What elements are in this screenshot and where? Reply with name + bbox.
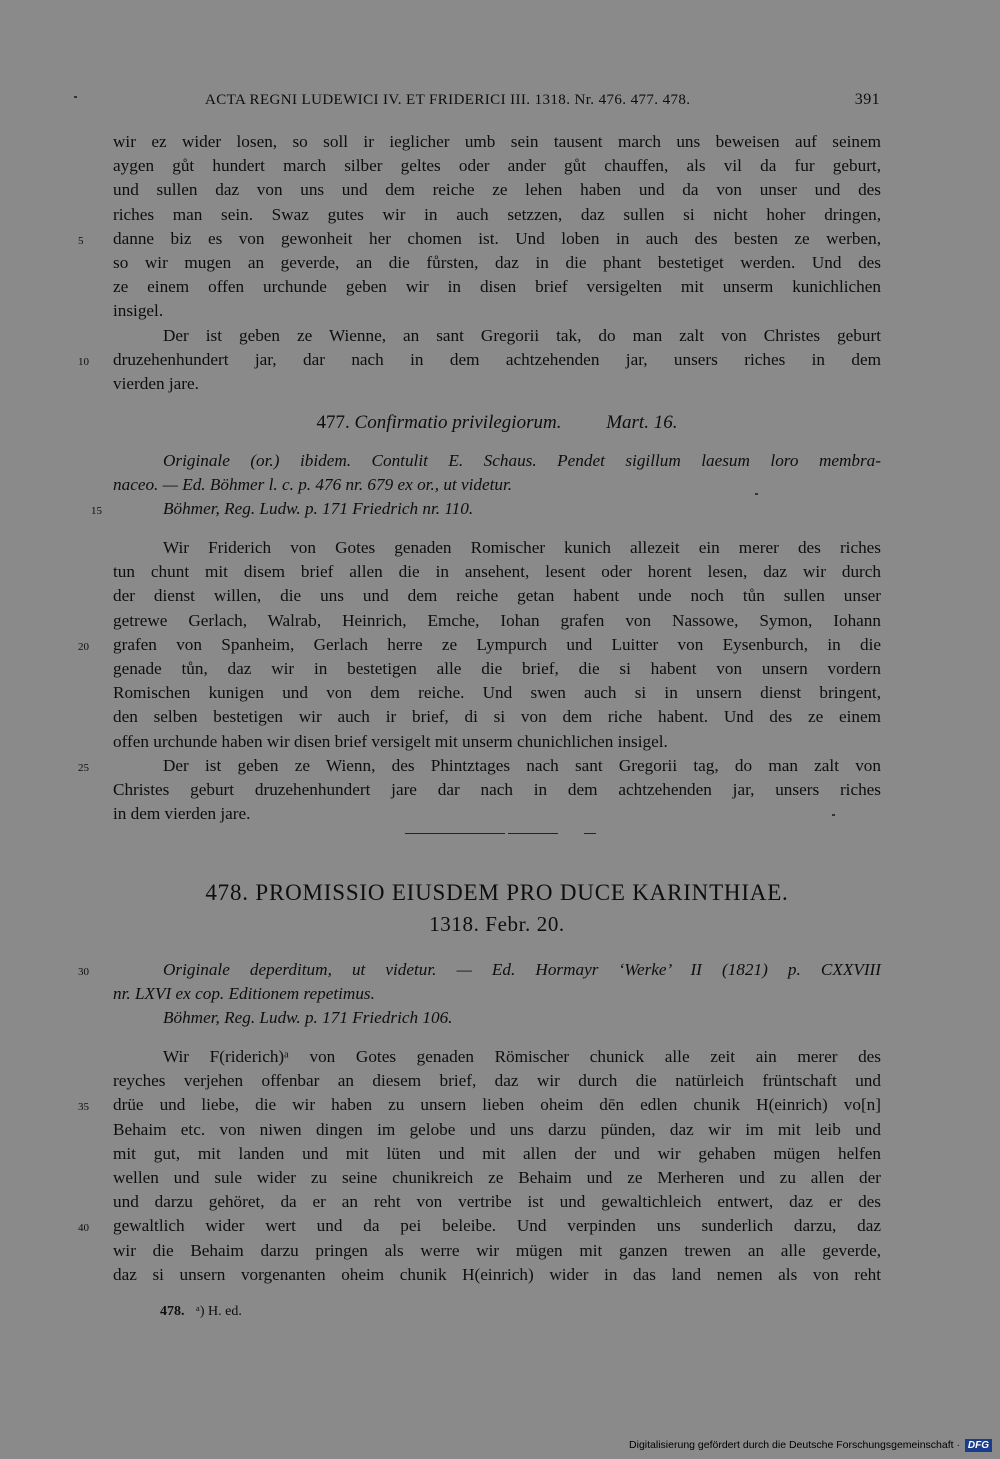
line-text: insigel. — [113, 301, 164, 321]
line-number: 20 — [78, 640, 89, 653]
line-text: der dienst willen, die uns und dem reiche getan habent unde noch tůn sullen unser — [113, 586, 881, 606]
line-text: Böhmer, Reg. Ludw. p. 171 Friedrich 106. — [163, 1008, 453, 1028]
text-line — [113, 1118, 881, 1142]
separator-rule-3 — [584, 833, 596, 834]
text-line — [113, 372, 881, 396]
text-line — [113, 178, 881, 202]
line-text: grafen von Spanheim, Gerlach herre ze Lympurch und Luitter von Eysenburch, in die — [113, 634, 881, 654]
text-line — [113, 1006, 881, 1030]
doc-476-tail — [78, 130, 881, 396]
line-text: Behaim etc. von niwen dingen im gelobe und uns darzu pünden, daz wir im mit leib und — [113, 1119, 881, 1139]
line-text: wir ez wider losen, so soll ir ieglicher umb sein tausent march uns beweisen auf seinem — [113, 132, 881, 151]
footnote — [160, 1304, 242, 1320]
line-text: Originale (or.) ibidem. Contulit E. Schaus. Pendet sigillum laesum loro membra- — [163, 451, 881, 470]
line-number: 15 — [91, 505, 102, 518]
line-text: Böhmer, Reg. Ludw. p. 171 Friedrich nr. 110. — [163, 499, 474, 519]
text-line — [113, 324, 881, 348]
scan-speck — [74, 96, 77, 98]
line-text: nr. LXVI ex cop. Editionem repetimus. — [113, 984, 375, 1004]
line-text: so wir mugen an geverde, an die fůrsten, daz in die phant bestetiget werden. Und des — [113, 252, 881, 272]
text-line — [78, 227, 881, 251]
line-text: Christes geburt druzehenhundert jare dar nach in dem achtzehenden jar, unsers riches — [113, 779, 881, 799]
line-text: druzehenhundert jar, dar nach in dem achtzehenden jar, unsers riches in dem — [113, 349, 881, 369]
text-line — [113, 299, 881, 323]
line-text: wellen und sule wider zu seine chunikreich ze Behaim und ze Merheren und zu allen der — [113, 1167, 881, 1187]
doc-477-number: 477. — [316, 412, 350, 433]
text-line — [113, 1045, 881, 1069]
line-number: 5 — [78, 234, 84, 247]
doc-477-title: Confirmatio privilegiorum. — [354, 412, 562, 433]
line-text: den selben bestetigen wir auch ir brief, di si von dem riche habent. Und des ze einem — [113, 707, 881, 727]
text-line — [113, 560, 881, 584]
line-text: und darzu gehöret, da er an reht von vertribe ist und gewaltichleich entwert, daz er des — [113, 1192, 881, 1212]
line-text: Der ist geben ze Wienn, des Phintztages nach sant Gregorii tag, do man zalt von — [163, 755, 881, 775]
line-number: 25 — [78, 761, 89, 774]
text-line — [113, 1190, 881, 1214]
text-line — [113, 584, 881, 608]
line-text: genade tůn, daz wir in bestetigen alle die brief, die si habent von unsern vordern — [113, 658, 881, 678]
doc-477-heading — [113, 412, 881, 434]
text-line — [113, 730, 881, 754]
line-text: danne biz es von gewonheit her chomen ist. Und loben in auch des besten ze werben, — [113, 228, 881, 248]
text-line — [113, 1166, 881, 1190]
text-line — [113, 1239, 881, 1263]
line-text: mit gut, mit landen und mit lüten und mit allen der und wir gehaben mügen helfen — [113, 1143, 881, 1163]
line-text: naceo. — Ed. Böhmer l. c. p. 476 nr. 679 ex or., ut videtur. — [113, 475, 513, 495]
line-text: getrewe Gerlach, Walrab, Heinrich, Emche, Iohan grafen von Nassowe, Symon, Iohann — [113, 610, 881, 630]
running-head-text: ACTA REGNI LUDEWICI IV. ET FRIDERICI III. 1318. Nr. 476. 477. 478. — [205, 92, 691, 108]
text-line — [113, 130, 881, 154]
line-text: Wir Friderich von Gotes genaden Romischer kunich allezeit ein merer des riches — [163, 538, 881, 557]
doc-478-date: 1318. Febr. 20. — [429, 912, 565, 936]
page-number: 391 — [854, 91, 880, 108]
text-line — [113, 536, 881, 560]
line-text: Originale deperditum, ut videtur. — Ed. Hormayr ‘Werke’ II (1821) p. CXXVIII — [163, 960, 881, 979]
text-line — [113, 203, 881, 227]
footer-text: Digitalisierung gefördert durch die Deutsche Forschungsgemeinschaft · — [629, 1439, 960, 1451]
footer-credit — [629, 1439, 992, 1452]
line-text: drüe und liebe, die wir haben zu unsern lieben oheim dēn edlen chunik H(einrich) vo[n] — [113, 1095, 881, 1115]
line-text: riches man sein. Swaz gutes wir in auch setzzen, daz sullen si nicht hoher dringen, — [113, 204, 881, 224]
doc-478-text — [78, 1045, 881, 1287]
line-text: in dem vierden jare. — [113, 804, 251, 824]
line-number: 40 — [78, 1222, 89, 1235]
text-line — [113, 609, 881, 633]
scan-speck — [755, 493, 758, 495]
footnote-text: ᵃ) H. ed. — [196, 1304, 242, 1319]
text-line — [78, 1093, 881, 1117]
text-line — [113, 778, 881, 802]
text-line — [113, 251, 881, 275]
footnote-number: 478. — [160, 1304, 185, 1319]
doc-478-apparatus — [78, 958, 881, 1031]
line-text: tun chunt mit disem brief allen die in ansehent, lesent oder horent lesen, daz wir durch — [113, 562, 881, 582]
separator-rule — [405, 833, 505, 834]
text-line — [113, 1142, 881, 1166]
line-text: offen urchunde haben wir disen brief versigelt mit unserm chunichlichen insigel. — [113, 731, 668, 751]
doc-477-apparatus — [91, 449, 881, 522]
line-text: wir die Behaim darzu pringen als werre wir mügen mit ganzen trewen an alle geverde, — [113, 1240, 881, 1260]
line-number: 10 — [78, 355, 89, 368]
separator-rule-2 — [508, 833, 558, 834]
text-line — [113, 705, 881, 729]
text-line — [113, 681, 881, 705]
line-text: daz si unsern vorgenanten oheim chunik H(einrich) wider in das land nemen als von reht — [113, 1264, 881, 1284]
line-text: Der ist geben ze Wienne, an sant Gregorii tak, do man zalt von Christes geburt — [163, 325, 881, 345]
text-line — [113, 1263, 881, 1287]
text-line — [113, 154, 881, 178]
text-line — [113, 1069, 881, 1093]
doc-477-text — [78, 536, 881, 826]
text-line — [113, 802, 881, 826]
text-line — [113, 275, 881, 299]
text-line — [113, 473, 881, 497]
line-number: 30 — [78, 966, 89, 978]
line-text: Wir F(riderich)ᵃ von Gotes genaden Römischer chunick alle zeit ain merer des — [163, 1047, 881, 1066]
line-text: gewaltlich wider wert und da pei beleibe. Und verpinden uns sunderlich darzu, daz — [113, 1216, 881, 1236]
dfg-logo: DFG — [965, 1439, 992, 1452]
doc-477-date: Mart. 16. — [606, 412, 678, 433]
line-text: aygen gůt hundert march silber geltes oder ander gůt chauffen, als vil da fur geburt, — [113, 156, 881, 176]
text-line — [78, 958, 881, 982]
text-line — [78, 633, 881, 657]
text-line — [91, 497, 881, 521]
scan-speck — [832, 814, 835, 816]
line-number: 35 — [78, 1101, 89, 1114]
line-text: ze einem offen urchunde geben wir in disen brief versigelten mit unserm kunichlichen — [113, 277, 881, 297]
text-line — [113, 982, 881, 1006]
text-line — [113, 657, 881, 681]
text-line — [113, 449, 881, 473]
line-text: Romischen kunigen und von dem reiche. Und swen auch si in unsern dienst bringent, — [113, 683, 881, 703]
running-header — [205, 92, 880, 109]
line-text: vierden jare. — [113, 373, 199, 393]
text-line — [78, 1214, 881, 1238]
line-text: und sullen daz von uns und dem reiche ze lehen haben und da von unser und des — [113, 180, 881, 200]
text-line — [78, 754, 881, 778]
text-line — [78, 348, 881, 372]
doc-478-title: 478. PROMISSIO EIUSDEM PRO DUCE KARINTHIAE. — [205, 880, 789, 905]
line-text: reyches verjehen offenbar an diesem brief, daz wir durch die natürleich früntschaft und — [113, 1071, 881, 1091]
